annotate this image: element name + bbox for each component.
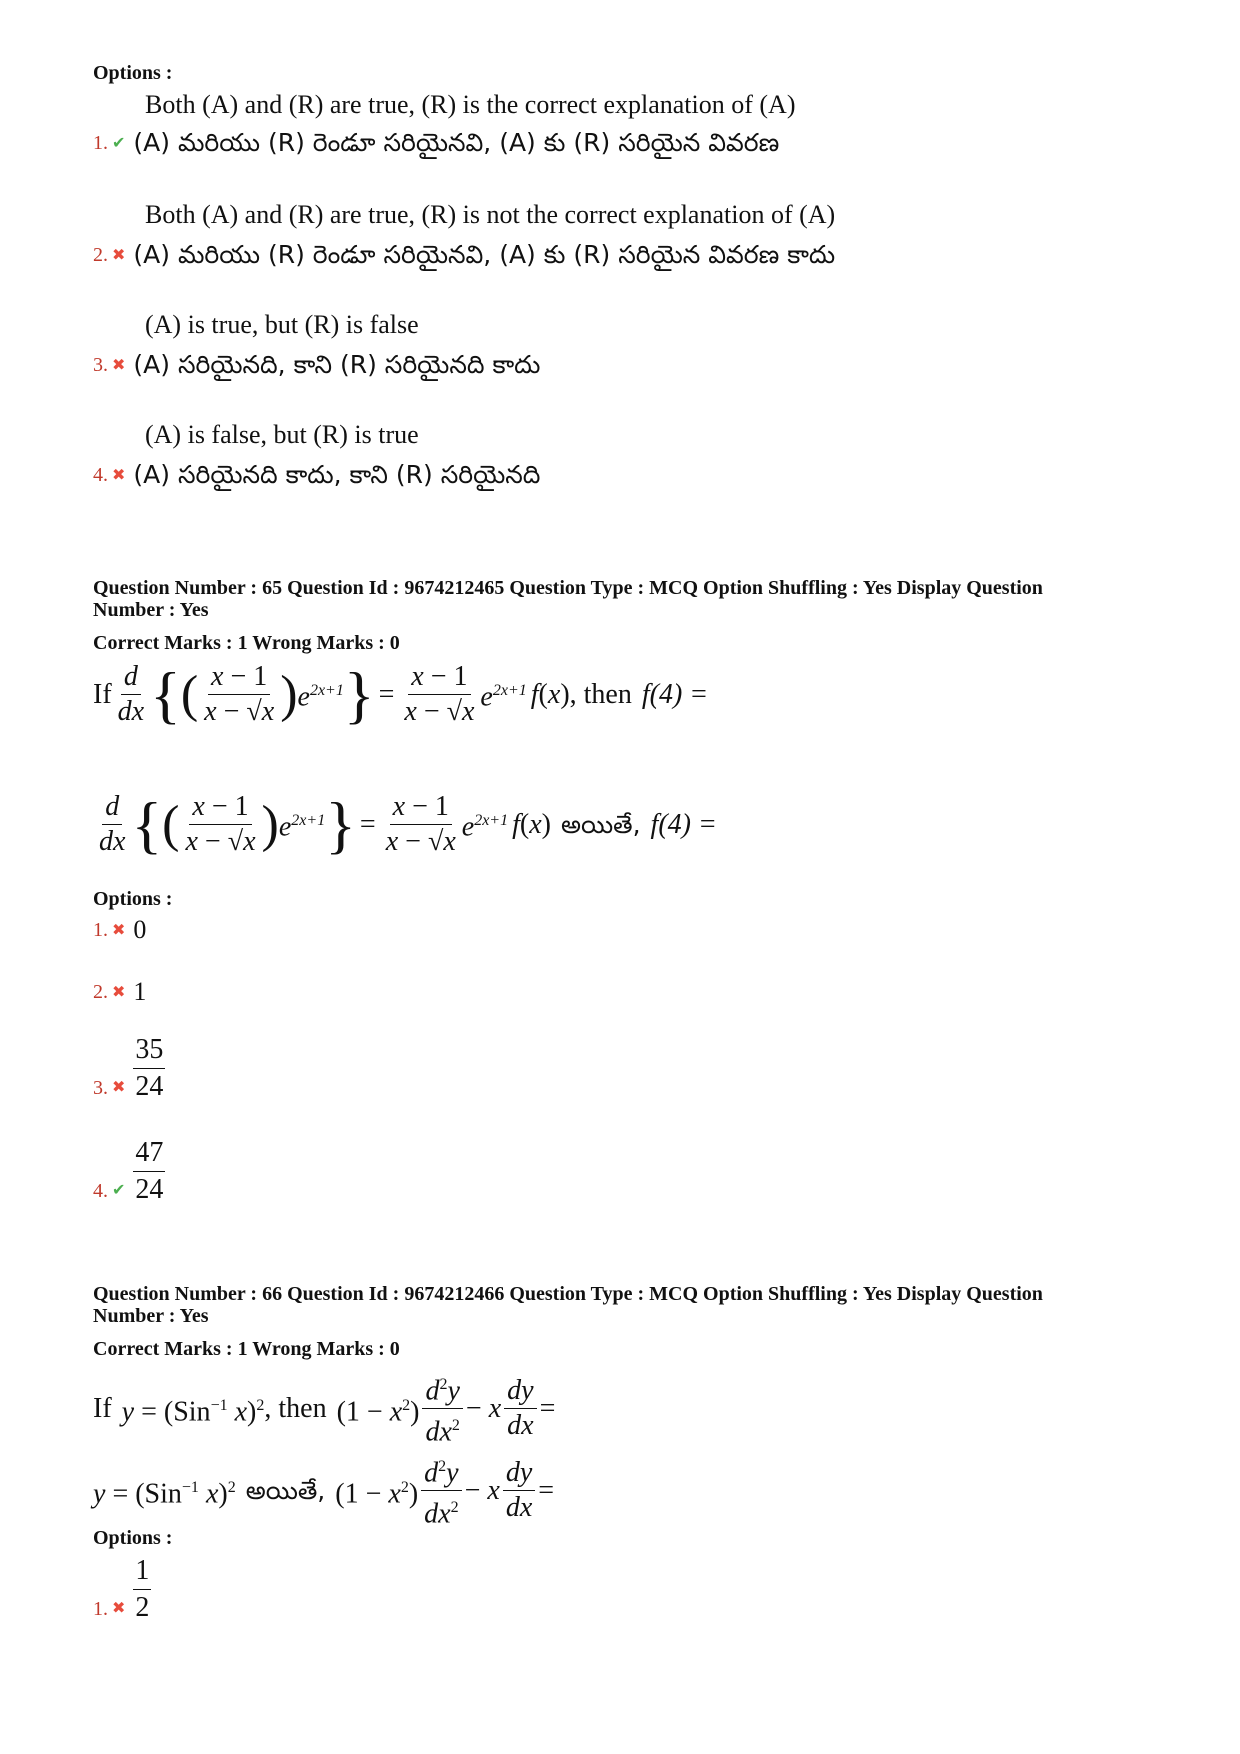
denominator: 24 bbox=[135, 1174, 164, 1205]
cross-icon: ✖ bbox=[112, 920, 126, 939]
denominator: 2 bbox=[135, 1592, 150, 1623]
prev-option-4-telugu: (A) సరియైనది కాదు, కాని (R) సరియైనది bbox=[133, 460, 541, 489]
cross-icon: ✖ bbox=[112, 355, 126, 374]
right-paren: ) bbox=[280, 665, 298, 723]
q65-header-line2: Number : Yes bbox=[93, 599, 209, 621]
numerator: 35 bbox=[133, 1032, 165, 1069]
q66-marks: Correct Marks : 1 Wrong Marks : 0 bbox=[93, 1338, 400, 1360]
fraction-rhs: $\frac{x - 1}{x - √x}$ bbox=[404, 661, 475, 727]
prev-option-3-telugu: (A) సరియైనది, కాని (R) సరియైనది కాదు bbox=[133, 350, 541, 379]
check-icon: ✔ bbox=[112, 133, 126, 152]
option-number: 2. bbox=[93, 244, 108, 266]
q65-option-2[interactable] bbox=[93, 977, 146, 1007]
left-brace: { bbox=[131, 788, 163, 860]
cross-icon: ✖ bbox=[112, 465, 126, 484]
prev-option-1-english: Both (A) and (R) are true, (R) is the correct explanation of (A) bbox=[145, 90, 796, 119]
q66-telugu-suffix: అయితే, bbox=[245, 1475, 326, 1505]
q66-options-label: Options : bbox=[93, 1527, 173, 1549]
left-paren: ( bbox=[162, 795, 180, 853]
fraction-rhs: $\frac{x - 1}{x - √x}$ bbox=[385, 791, 456, 857]
q65-if-text: If bbox=[93, 678, 112, 710]
q66-then-text: , then bbox=[264, 1392, 327, 1424]
q65-telugu-suffix: అయితే, bbox=[560, 809, 641, 839]
fraction-lhs: $\frac{x - 1}{x - √x}$ bbox=[185, 791, 256, 857]
right-brace: } bbox=[325, 788, 356, 860]
options-label: Options : bbox=[93, 62, 173, 84]
q66-if-text: If bbox=[93, 1392, 112, 1424]
numerator: 47 bbox=[133, 1135, 165, 1172]
q65-marks: Correct Marks : 1 Wrong Marks : 0 bbox=[93, 632, 400, 654]
q66-header-line1: Question Number : 66 Question Id : 9674212466 Question Type : MCQ Option Shuffling : Yes Display Question bbox=[93, 1283, 1043, 1305]
q66-question-english: If y = (Sin$^{-1}$ x)$^2$ , then $(1 - x^2)$ $\frac{d^2y}{dx^2}$ − x $\frac{dy}{dx}$ = bbox=[93, 1368, 555, 1450]
q66-question-telugu: y = (Sin$^{-1}$ x)$^2$ అయితే, $(1 - x^2)$ $\frac{d^2y}{dx^2}$ − x $\frac{dy}{dx}$ = bbox=[93, 1450, 554, 1532]
numerator: 1 bbox=[133, 1553, 151, 1590]
cross-icon: ✖ bbox=[112, 245, 126, 264]
prev-option-2[interactable] bbox=[93, 240, 835, 270]
q65-query: f(4) = bbox=[641, 678, 709, 710]
q66-option-1[interactable] bbox=[93, 1553, 151, 1626]
cross-icon: ✖ bbox=[112, 1598, 126, 1617]
option-number: 1. bbox=[93, 132, 108, 154]
q65-then-text: , then bbox=[569, 678, 632, 710]
option-fraction bbox=[133, 1135, 165, 1208]
q65-option-4[interactable] bbox=[93, 1135, 165, 1208]
prev-option-4-english: (A) is false, but (R) is true bbox=[145, 420, 419, 449]
derivative-operator: $\frac{d}{dx}$ bbox=[117, 661, 145, 727]
option-number: 4. bbox=[93, 464, 108, 486]
q66-header bbox=[93, 1283, 1153, 1327]
option-value: 0 bbox=[133, 915, 147, 944]
q65-option-3[interactable] bbox=[93, 1032, 165, 1105]
check-icon: ✔ bbox=[112, 1180, 126, 1199]
denominator: 24 bbox=[135, 1071, 164, 1102]
left-brace: { bbox=[150, 658, 181, 730]
option-fraction bbox=[133, 1032, 165, 1105]
prev-option-2-english: Both (A) and (R) are true, (R) is not the correct explanation of (A) bbox=[145, 200, 836, 229]
left-paren: ( bbox=[180, 665, 199, 723]
option-number: 3. bbox=[93, 354, 108, 376]
prev-option-1[interactable] bbox=[93, 128, 779, 158]
option-value: 1 bbox=[133, 977, 147, 1006]
prev-option-2-telugu: (A) మరియు (R) రెండూ సరియైనవి, (A) కు (R) సరియైన వివరణ కాదు bbox=[133, 240, 836, 269]
q65-query-telugu: f(4) = bbox=[650, 808, 717, 840]
option-fraction bbox=[133, 1553, 151, 1626]
prev-option-3[interactable] bbox=[93, 350, 540, 380]
derivative-operator: $\frac{d}{dx}$ bbox=[99, 791, 126, 857]
option-number: 2. bbox=[93, 981, 108, 1003]
q65-question-telugu: $\frac{d}{dx}$ { ( $\frac{x - 1}{x - √x}$ ) $e^{2x+1}$ } = $\frac{x - 1}{x - √x}$ $e^{2x+1}$ f ( x ) అయితే, f(4) = bbox=[93, 790, 717, 859]
option-number: 3. bbox=[93, 1077, 108, 1099]
prev-option-1-telugu: (A) మరియు (R) రెండూ సరియైనవి, (A) కు (R) సరియైన వివరణ bbox=[133, 128, 780, 157]
q65-option-1[interactable] bbox=[93, 915, 146, 945]
cross-icon: ✖ bbox=[112, 982, 126, 1001]
right-paren: ) bbox=[261, 795, 279, 853]
q65-options-label: Options : bbox=[93, 888, 173, 910]
q65-question-english: If $\frac{d}{dx}$ { ( $\frac{x - 1}{x - √x}$ ) $e^{2x+1}$ } = $\frac{x - 1}{x - √x}$ $e^{2x+1}$ f ( x ) , then f(4) = bbox=[93, 658, 709, 730]
option-number: 1. bbox=[93, 919, 108, 941]
q65-header bbox=[93, 577, 1153, 621]
prev-option-3-english: (A) is true, but (R) is false bbox=[145, 310, 419, 339]
q65-header-line1: Question Number : 65 Question Id : 9674212465 Question Type : MCQ Option Shuffling : Yes Display Question bbox=[93, 577, 1043, 599]
cross-icon: ✖ bbox=[112, 1077, 126, 1096]
right-brace: } bbox=[343, 658, 375, 730]
option-number: 1. bbox=[93, 1598, 108, 1620]
prev-option-4[interactable] bbox=[93, 460, 540, 490]
option-number: 4. bbox=[93, 1180, 108, 1202]
q66-header-line2: Number : Yes bbox=[93, 1305, 209, 1327]
fraction-lhs: $\frac{x - 1}{x - √x}$ bbox=[204, 661, 275, 727]
